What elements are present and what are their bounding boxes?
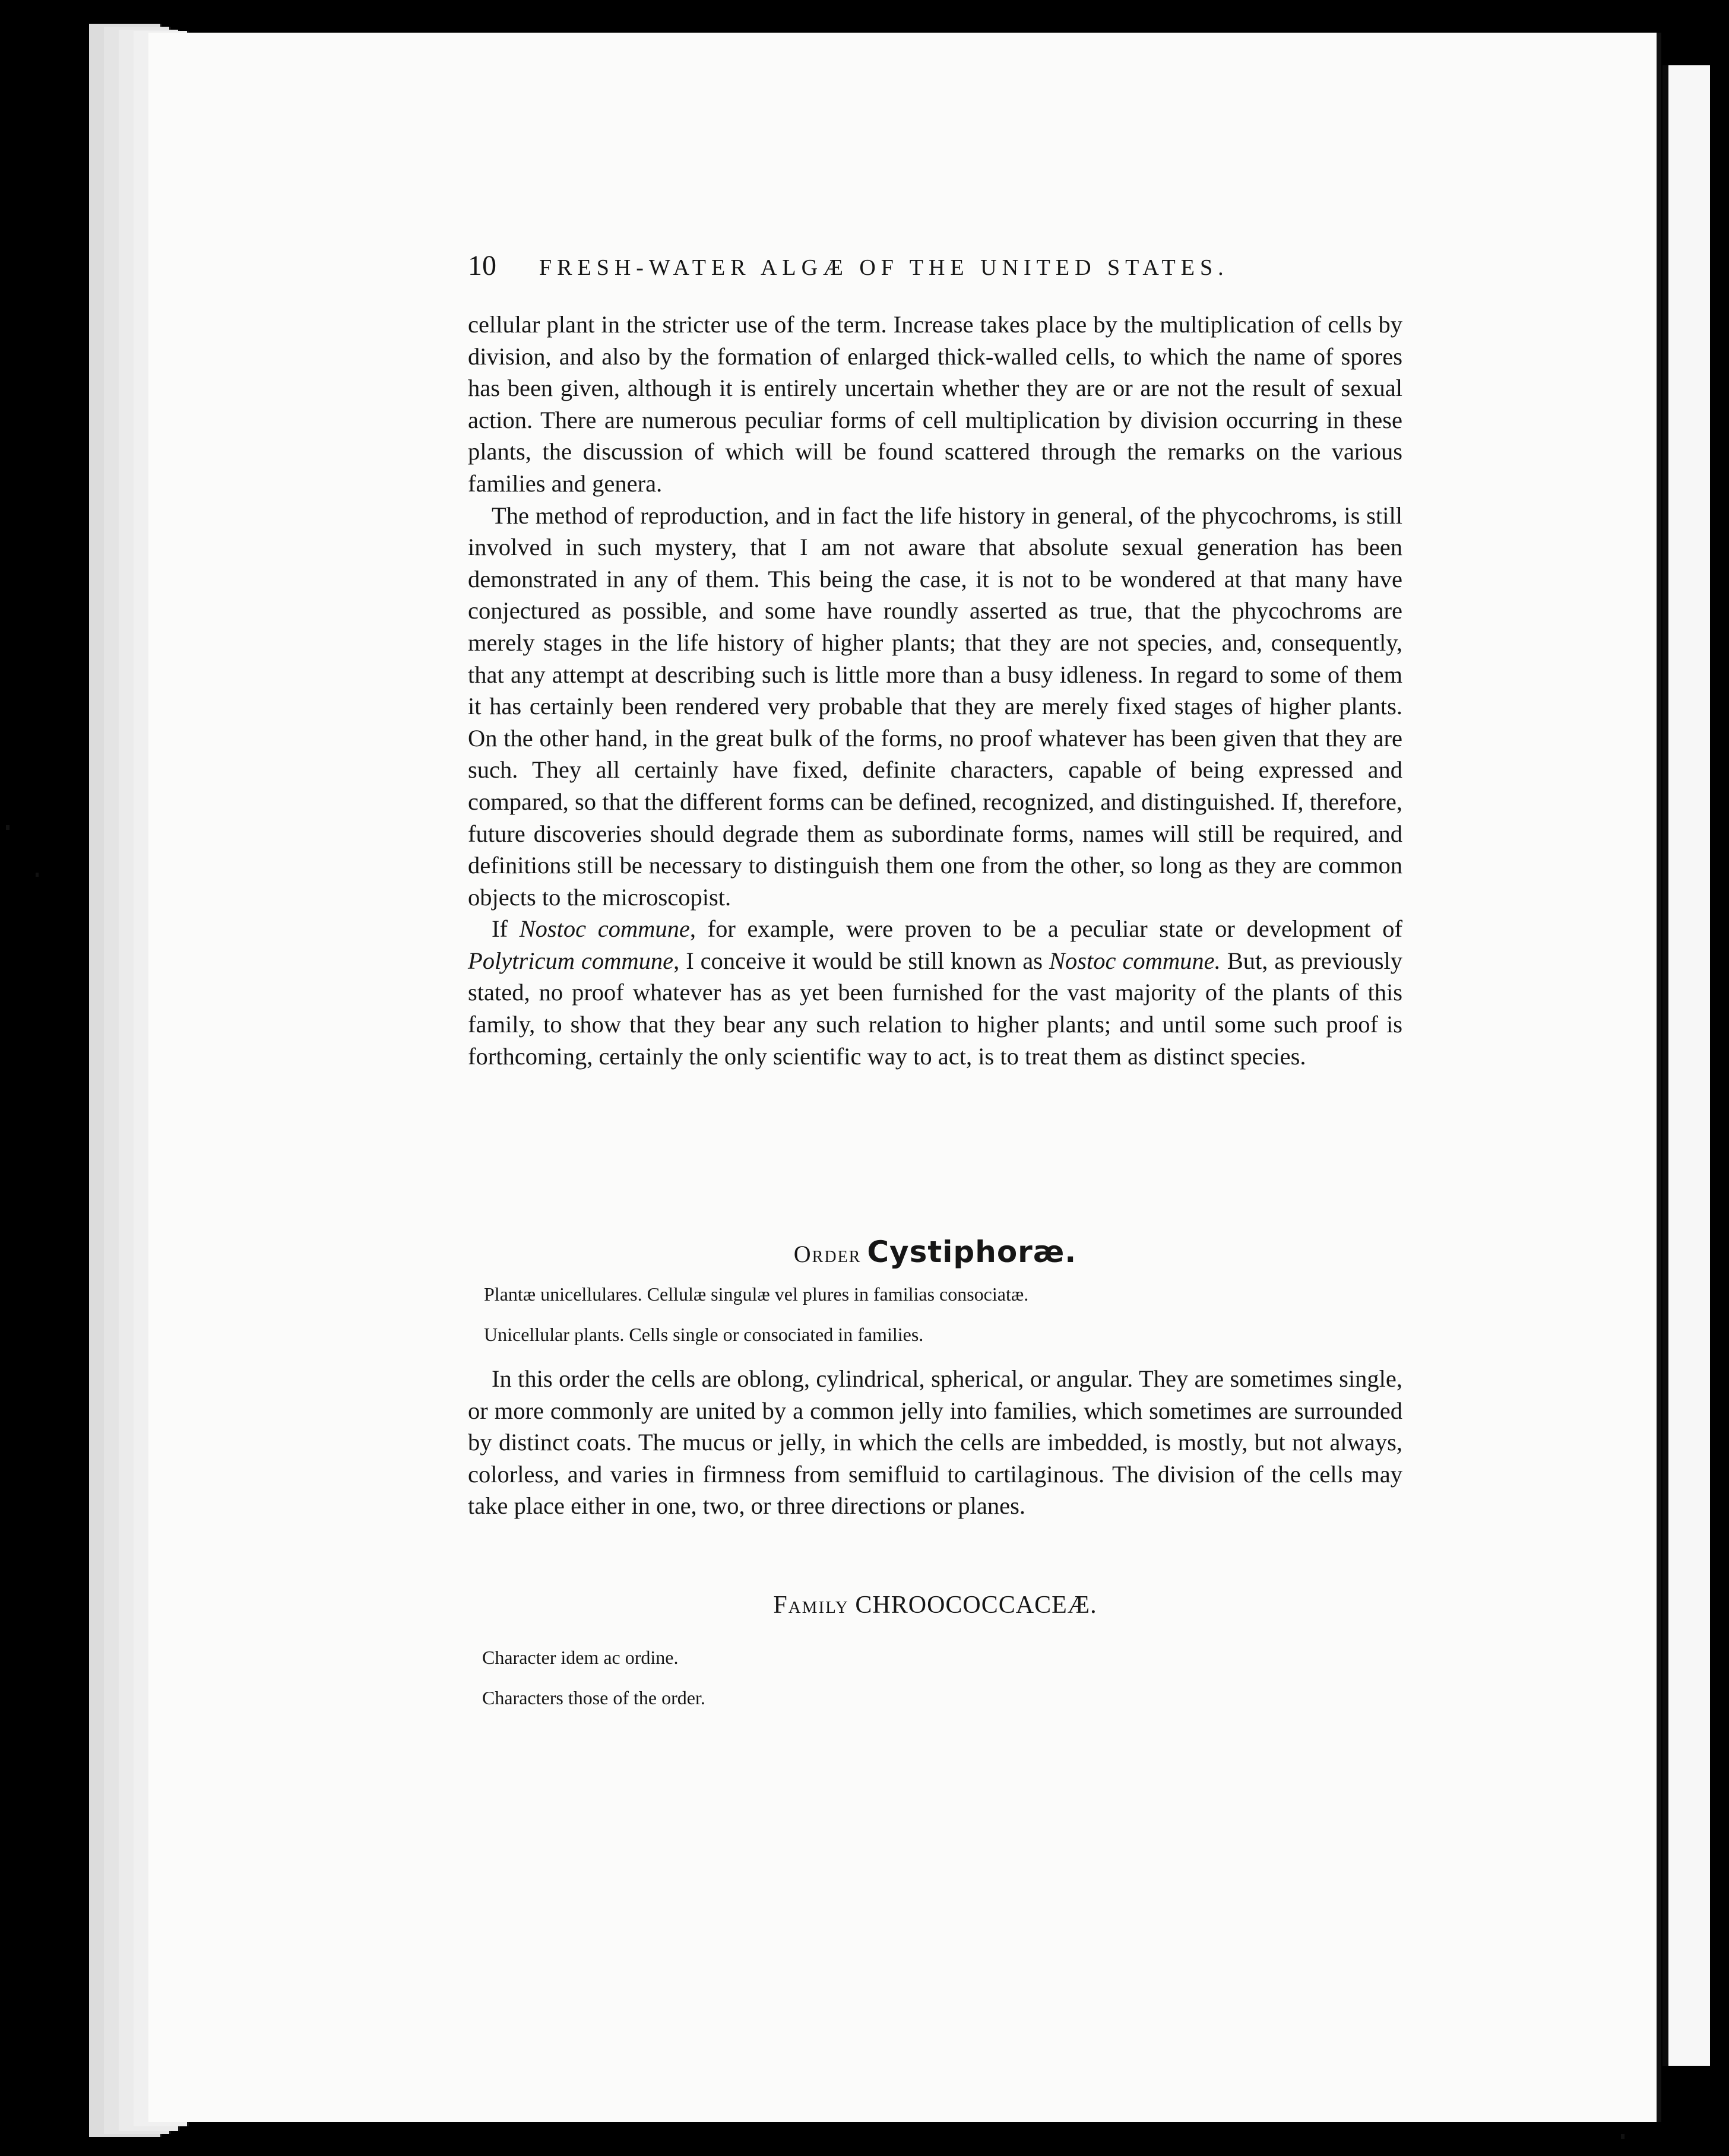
page-header — [468, 249, 1406, 282]
paragraph: In this order the cells are oblong, cylindrical, spherical, or angular. They are sometimes single, or more commonly are united by a common jelly into families, which sometimes are surrounded by distinct coats. The mucus or jelly, in which the cells are imbedded, is mostly, but not always, colorless, and varies in firmness from semifluid to cartilaginous. The division of the cells may take place either in one, two, or three directions or planes. — [468, 1365, 1402, 1520]
order-label: Order — [793, 1241, 862, 1267]
order-english-diagnosis: Unicellular plants. Cells single or consociated in families. — [484, 1324, 924, 1345]
scan-speck — [6, 825, 10, 830]
order-heading — [468, 1235, 1402, 1269]
family-english-character: Characters those of the order. — [482, 1687, 705, 1708]
text-run: , for example, were proven to be a peculiar state or development of — [689, 915, 1402, 943]
text-run: The method of reproduction, and in fact the life history in general, of the phycochroms, is still involved in such mystery, that I am not aware that absolute sexual generation has been demonstrated in any of them. This being the case, it is not to be wondered at that many have conjectured as possible, and some have roundly asserted as true, that the phycochroms are merely stages in the life history of higher plants; that they are not species, and, consequently, that any attempt at describing such is little more than a busy idleness. In regard to some of them it has certainly been rendered very probable that they are merely fixed stages of higher plants. On the other hand, in the great bulk of the forms, no proof whatever has been given that they are such. They all certainly have fixed, definite characters, capable of being expressed and compared, so that the different forms can be defined, recognized, and distinguished. If, therefore, future discoveries should degrade them as subordinate forms, names will still be required, and definitions still be necessary to distinguish them one from the other, so long as they are common objects to the microscopist. — [468, 502, 1402, 911]
family-heading — [468, 1591, 1402, 1619]
family-name: CHROOCOCCACEÆ. — [855, 1591, 1097, 1619]
text-run: , I conceive it would be still known as — [673, 947, 1049, 974]
italic-term: Polytricum commune — [468, 947, 674, 974]
family-label: Family — [773, 1591, 849, 1619]
order-latin-diagnosis: Plantæ unicellulares. Cellulæ singulæ vel plures in familias consociatæ. — [484, 1283, 1029, 1305]
italic-term: Nostoc commune. — [1049, 947, 1221, 974]
italic-term: Nostoc commune — [519, 915, 690, 943]
facing-page-edge — [1662, 65, 1710, 2066]
running-title: FRESH-WATER ALGÆ OF THE UNITED STATES. — [539, 255, 1229, 280]
paragraph — [468, 309, 1402, 500]
order-description — [468, 1363, 1402, 1522]
scan-speck — [1621, 2134, 1624, 2139]
text-run: If — [492, 915, 520, 943]
page-number: 10 — [468, 250, 496, 281]
text-run: cellular plant in the stricter use of the term. Increase takes place by the multiplication of cells by division, and also by the formation of enlarged thick-walled cells, to which the name of spores has been given, although it is entirely uncertain whether they are or are not the result of sexual action. There are numerous peculiar forms of cell multiplication by division occurring in these plants, the discussion of which will be found scattered through the remarks on the various families and genera. — [468, 311, 1402, 497]
paragraph — [468, 913, 1402, 1072]
body-text — [468, 309, 1402, 1072]
scan-speck — [36, 873, 39, 877]
text-run: But, as previously stated, no proof whatever has as yet been furnished for the vast majority of the plants of this family, to show that they bear any such relation to higher plants; and until some such proof is forthcoming, certainly the only scientific way to act, is to treat them as distinct species. — [468, 947, 1403, 1070]
family-latin-character: Character idem ac ordine. — [482, 1647, 679, 1668]
paragraph — [468, 500, 1402, 914]
order-name: Cystiphoræ. — [867, 1235, 1077, 1269]
